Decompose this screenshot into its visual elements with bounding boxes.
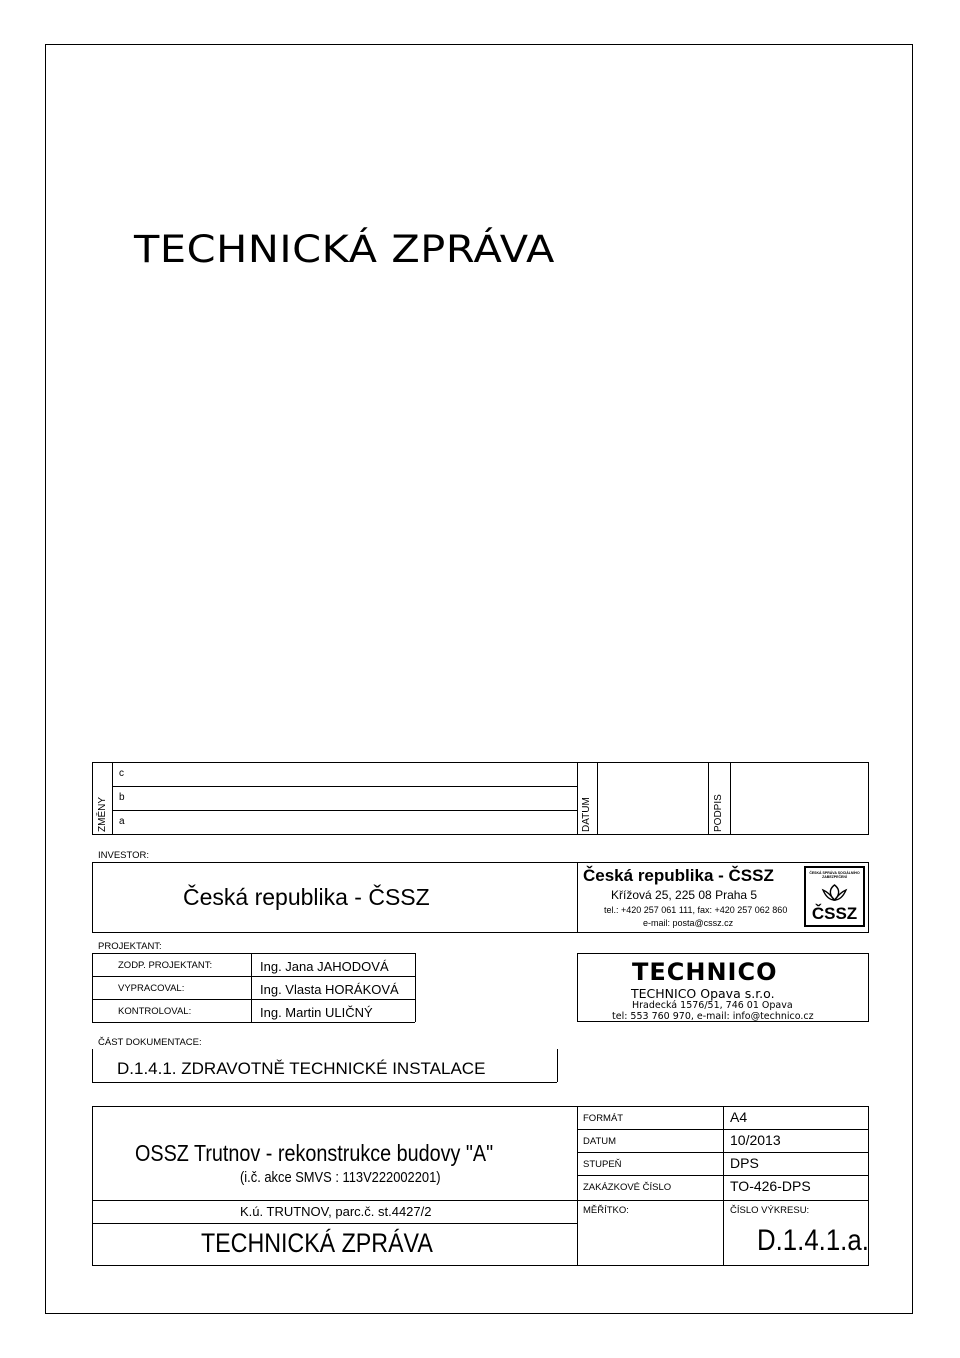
changes-label: ZMĚNY [97,797,108,832]
format-label: FORMÁT [583,1113,624,1124]
format-value: A4 [730,1109,748,1125]
cssz-logo-text: ČSSZ [811,904,858,923]
technico-logo: TECHNICO [632,958,778,986]
changes-table [92,762,869,835]
stage-label: STUPEŇ [583,1159,622,1170]
main-title: TECHNICKÁ ZPRÁVA [134,228,555,271]
change-row-b: b [119,792,125,803]
investor-phone: tel.: +420 257 061 111, fax: +420 257 062 860 [604,905,788,915]
cssz-logo [804,866,865,927]
role-kontroloval: KONTROLOVAL: [118,1006,192,1017]
date-value: 10/2013 [730,1132,781,1148]
order-value: TO-426-DPS [730,1178,811,1194]
changes-sign-label: PODPIS [713,794,724,832]
role-vypracoval: VYPRACOVAL: [118,983,185,994]
role-zodp: ZODP. PROJEKTANT: [118,960,213,971]
investor-email: e-mail: posta@cssz.cz [643,918,734,928]
project-name: OSSZ Trutnov - rekonstrukce budovy "A" [135,1140,494,1166]
technico-address: Hradecká 1576/51, 746 01 Opava [632,1000,793,1011]
investor-label: INVESTOR: [98,850,150,861]
scale-label: MĚŘÍTKO: [583,1205,629,1216]
part-title: D.1.4.1. ZDRAVOTNĚ TECHNICKÉ INSTALACE [117,1059,486,1078]
investor-address: Křížová 25, 225 08 Praha 5 [611,888,758,902]
cssz-logo-top-text: ČESKÁ SPRÁVA SOCIÁLNÍHO ZABEZPEČENÍ [809,871,860,879]
projektant-label: PROJEKTANT: [98,941,162,952]
stage-value: DPS [730,1155,759,1171]
changes-date-label: DATUM [581,797,592,832]
drawing-label: ČÍSLO VÝKRESU: [730,1205,810,1216]
name-horakova: Ing. Vlasta HORÁKOVÁ [260,982,399,997]
part-label: ČÁST DOKUMENTACE: [98,1037,202,1048]
change-row-c: c [119,768,124,779]
investor-name: Česká republika - ČSSZ [183,884,430,910]
investor-org-name: Česká republika - ČSSZ [583,866,774,885]
technico-contact: tel: 553 760 970, e-mail: info@technico.cz [612,1011,814,1022]
technico-name: TECHNICO Opava s.r.o. [631,986,775,1001]
date-label: DATUM [583,1136,617,1147]
doc-title: TECHNICKÁ ZPRÁVA [201,1228,433,1258]
name-jahodova: Ing. Jana JAHODOVÁ [260,959,389,974]
change-row-a: a [119,816,125,827]
project-parcel: K.ú. TRUTNOV, parc.č. st.4427/2 [240,1204,432,1219]
project-action: (i.č. akce SMVS : 113V222002201) [240,1169,441,1186]
name-ulicny: Ing. Martin ULIČNÝ [260,1005,373,1020]
flower-icon [821,883,848,903]
order-label: ZAKÁZKOVÉ ČÍSLO [583,1182,672,1193]
drawing-value: D.1.4.1.a. [757,1224,869,1257]
